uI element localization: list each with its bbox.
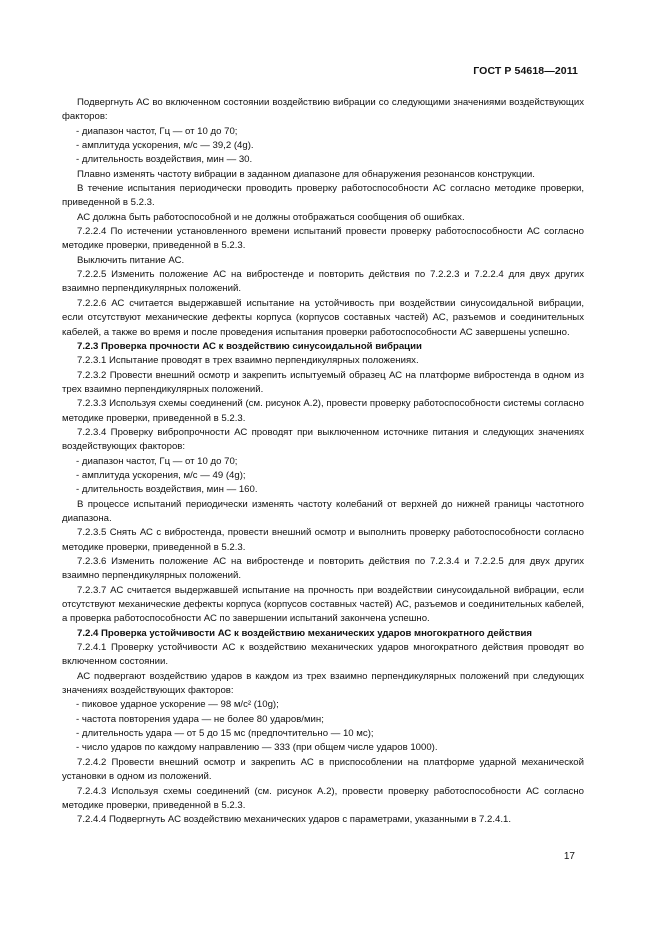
list-item: - длительность воздействия, мин — 30. <box>76 154 253 166</box>
paragraph: Выключить питание АС. <box>77 254 185 266</box>
list-item: - пиковое ударное ускорение — 98 м/с² (10g); <box>76 699 279 711</box>
list-item: - длительность воздействия, мин — 160. <box>76 484 258 496</box>
paragraph: 7.2.3.6 Изменить положение АС на вибростенде и повторить действия по 7.2.3.4 и 7.2.2.5 для двух других взаимно перпендикулярных положений. <box>62 556 584 582</box>
list-item: - диапазон частот, Гц — от 10 до 70; <box>76 125 238 137</box>
list-item: - амплитуда ускорения, м/с — 49 (4g); <box>76 469 246 481</box>
list-item: - амплитуда ускорения, м/с — 39,2 (4g). <box>76 140 254 152</box>
paragraph: 7.2.4.4 Подвергнуть АС воздействию механических ударов с параметрами, указанными в 7.2.4.1. <box>77 814 511 826</box>
paragraph: В течение испытания периодически проводить проверку работоспособности АС согласно методике проверки, приведенной в 5.2.3. <box>62 183 584 209</box>
paragraph: 7.2.3.2 Провести внешний осмотр и закрепить испытуемый образец АС на платформе вибростенда в одном из трех взаимно перпендикулярных положений. <box>62 369 584 395</box>
paragraph: 7.2.2.5 Изменить положение АС на вибростенде и повторить действия по 7.2.2.3 и 7.2.2.4 для двух других взаимно перпендикулярных положений. <box>62 269 584 295</box>
section-heading: 7.2.4 Проверка устойчивости АС к воздействию механических ударов многократного действия <box>77 627 533 639</box>
paragraph: 7.2.2.6 АС считается выдержавшей испытание на устойчивость при воздействии синусоидальной вибрации, если отсутствуют механические дефекты корпуса (корпусов составных частей) АС, разъемов и соединительных кабелей, а также во время и после проведения испытания проверки работоспособности АС завершены успешно. <box>62 297 584 338</box>
paragraph: АС должна быть работоспособной и не должны отображаться сообщения об ошибках. <box>77 211 465 223</box>
paragraph: Плавно изменять частоту вибрации в заданном диапазоне для обнаружения резонансов конструкции. <box>77 168 535 180</box>
paragraph: 7.2.4.3 Используя схемы соединений (см. рисунок А.2), провести проверку работоспособности АС согласно методике проверки, приведенной в 5.2.3. <box>62 785 584 811</box>
list-item: - длительность удара — от 5 до 15 мс (предпочтительно — 10 мс); <box>76 728 374 740</box>
paragraph: 7.2.2.4 По истечении установленного времени испытаний провести проверку работоспособности АС согласно методике проверки, приведенной в 5.2.3. <box>62 226 584 252</box>
standard-header: ГОСТ Р 54618—2011 <box>473 65 578 77</box>
section-heading: 7.2.3 Проверка прочности АС к воздействию синусоидальной вибрации <box>77 340 422 352</box>
paragraph: 7.2.3.1 Испытание проводят в трех взаимно перпендикулярных положениях. <box>77 355 419 367</box>
list-item: - диапазон частот, Гц — от 10 до 70; <box>76 455 238 467</box>
list-item: - частота повторения удара — не более 80 ударов/мин; <box>76 713 324 725</box>
paragraph: 7.2.3.5 Снять АС с вибростенда, провести внешний осмотр и выполнить проверку работоспособности согласно методике проверки, приведенной в 5.2.3. <box>62 527 584 553</box>
page-number: 17 <box>563 851 575 862</box>
paragraph: 7.2.4.1 Проверку устойчивости АС к воздействию механических ударов многократного действия проводят во включенном состоянии. <box>62 642 584 668</box>
paragraph: В процессе испытаний периодически изменять частоту колебаний от верхней до нижней границы частотного диапазона. <box>62 498 584 524</box>
list-item: - число ударов по каждому направлению — 333 (при общем числе ударов 1000). <box>76 742 438 754</box>
paragraph: Подвергнуть АС во включенном состоянии воздействию вибрации со следующими значениями воздействующих факторов: <box>62 97 584 123</box>
document-body <box>62 96 584 828</box>
paragraph: 7.2.3.3 Используя схемы соединений (см. рисунок А.2), провести проверку работоспособности системы согласно методике проверки, приведенной в 5.2.3. <box>62 398 584 424</box>
paragraph: 7.2.3.4 Проверку вибропрочности АС проводят при выключенном источнике питания и следующих значениях воздействующих факторов: <box>62 426 584 453</box>
paragraph: АС подвергают воздействию ударов в каждом из трех взаимно перпендикулярных положений при следующих значениях воздействующих факторов: <box>62 670 584 697</box>
paragraph: 7.2.3.7 АС считается выдержавшей испытание на прочность при воздействии синусоидальной вибрации, если отсутствуют механические дефекты корпуса (корпусов составных частей) АС, разъемов и соединительных кабелей, а проверка работоспособности АС по завершении испытаний закончена успешно. <box>62 584 584 625</box>
paragraph: 7.2.4.2 Провести внешний осмотр и закрепить АС в приспособлении на платформе ударной механической установки в одном из положений. <box>62 756 584 783</box>
